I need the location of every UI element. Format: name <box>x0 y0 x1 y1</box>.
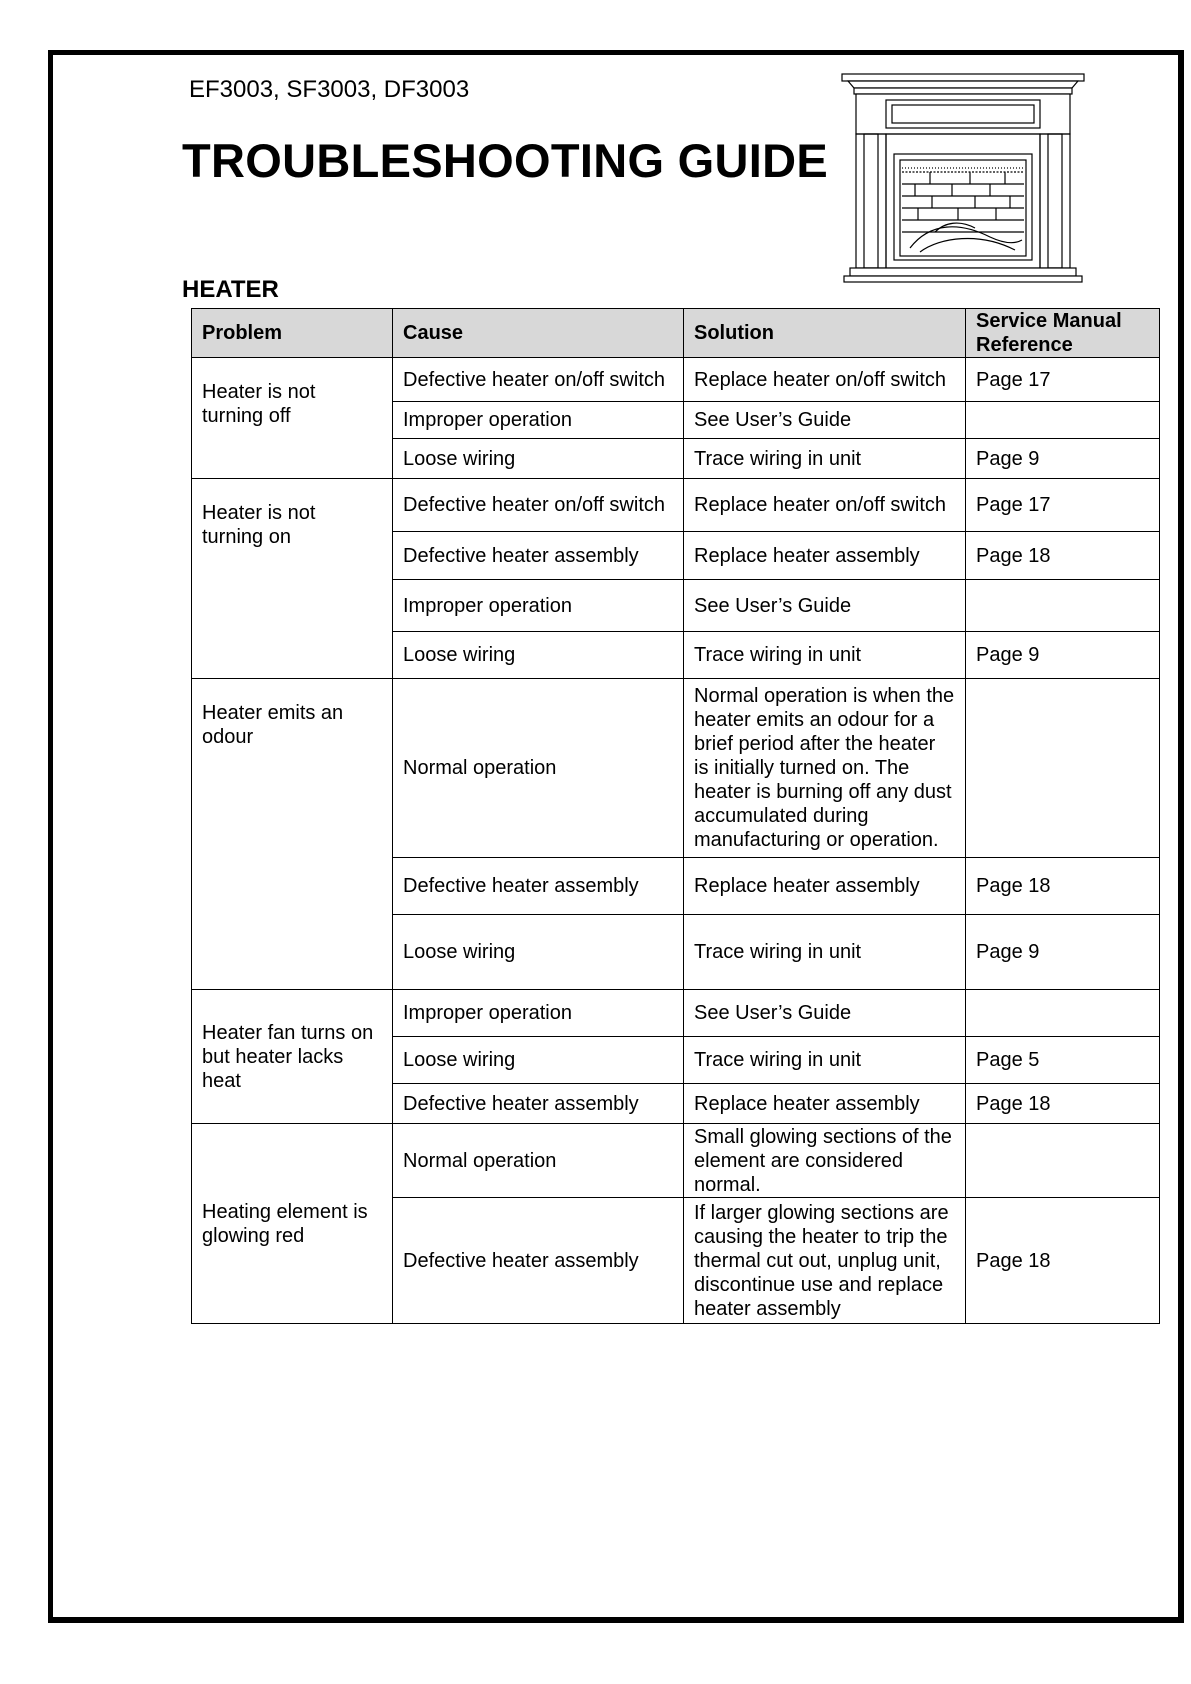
solution-cell: Normal operation is when the heater emits an odour for a brief period after the heater is initially turned on. The heater is burning off any dust accumulated during manufacturing or operation. <box>684 679 966 858</box>
reference-cell <box>966 679 1160 858</box>
page-title: TROUBLESHOOTING GUIDE <box>182 134 829 187</box>
reference-cell <box>966 580 1160 632</box>
reference-cell: Page 18 <box>966 1198 1160 1324</box>
fireplace-mantel-icon <box>840 72 1086 284</box>
troubleshooting-table <box>191 308 1160 1324</box>
problem-cell: Heating element is glowing red <box>192 1124 393 1324</box>
solution-cell: Replace heater on/off switch <box>684 358 966 402</box>
solution-cell: See User’s Guide <box>684 580 966 632</box>
solution-cell: Replace heater assembly <box>684 858 966 915</box>
header-cause: Cause <box>393 309 684 358</box>
cause-cell: Loose wiring <box>393 632 684 679</box>
header-solution: Solution <box>684 309 966 358</box>
table-row <box>192 358 1160 402</box>
table-row <box>192 990 1160 1037</box>
reference-cell: Page 9 <box>966 632 1160 679</box>
reference-cell: Page 9 <box>966 439 1160 479</box>
table-header-row <box>192 309 1160 358</box>
table-row <box>192 1124 1160 1198</box>
cause-cell: Defective heater on/off switch <box>393 479 684 532</box>
cause-cell: Loose wiring <box>393 439 684 479</box>
reference-cell: Page 17 <box>966 358 1160 402</box>
reference-cell: Page 18 <box>966 532 1160 580</box>
cause-cell: Improper operation <box>393 990 684 1037</box>
solution-cell: Small glowing sections of the element are considered normal. <box>684 1124 966 1198</box>
solution-cell: If larger glowing sections are causing the heater to trip the thermal cut out, unplug unit, discontinue use and replace heater assembly <box>684 1198 966 1324</box>
cause-cell: Defective heater assembly <box>393 1084 684 1124</box>
solution-cell: Trace wiring in unit <box>684 1037 966 1084</box>
problem-cell: Heater is not turning on <box>192 479 393 679</box>
solution-cell: Trace wiring in unit <box>684 632 966 679</box>
model-numbers: EF3003, SF3003, DF3003 <box>189 76 470 103</box>
reference-cell: Page 17 <box>966 479 1160 532</box>
solution-cell: Replace heater on/off switch <box>684 479 966 532</box>
problem-cell: Heater emits an odour <box>192 679 393 990</box>
reference-cell: Page 9 <box>966 915 1160 990</box>
cause-cell: Improper operation <box>393 402 684 439</box>
problem-cell: Heater is not turning off <box>192 358 393 479</box>
reference-cell <box>966 990 1160 1037</box>
cause-cell: Defective heater assembly <box>393 858 684 915</box>
table-row <box>192 679 1160 858</box>
cause-cell: Normal operation <box>393 1124 684 1198</box>
reference-cell <box>966 402 1160 439</box>
reference-cell: Page 18 <box>966 1084 1160 1124</box>
cause-cell: Normal operation <box>393 679 684 858</box>
solution-cell: Trace wiring in unit <box>684 915 966 990</box>
cause-cell: Loose wiring <box>393 1037 684 1084</box>
cause-cell: Defective heater assembly <box>393 1198 684 1324</box>
cause-cell: Loose wiring <box>393 915 684 990</box>
cause-cell: Defective heater assembly <box>393 532 684 580</box>
header-reference: Service Manual Reference <box>966 309 1160 358</box>
solution-cell: See User’s Guide <box>684 402 966 439</box>
table-row <box>192 479 1160 532</box>
solution-cell: Replace heater assembly <box>684 532 966 580</box>
cause-cell: Improper operation <box>393 580 684 632</box>
reference-cell: Page 18 <box>966 858 1160 915</box>
header-problem: Problem <box>192 309 393 358</box>
cause-cell: Defective heater on/off switch <box>393 358 684 402</box>
solution-cell: Trace wiring in unit <box>684 439 966 479</box>
reference-cell: Page 5 <box>966 1037 1160 1084</box>
problem-cell: Heater fan turns on but heater lacks heat <box>192 990 393 1124</box>
section-heading: HEATER <box>182 276 279 303</box>
solution-cell: See User’s Guide <box>684 990 966 1037</box>
reference-cell <box>966 1124 1160 1198</box>
solution-cell: Replace heater assembly <box>684 1084 966 1124</box>
